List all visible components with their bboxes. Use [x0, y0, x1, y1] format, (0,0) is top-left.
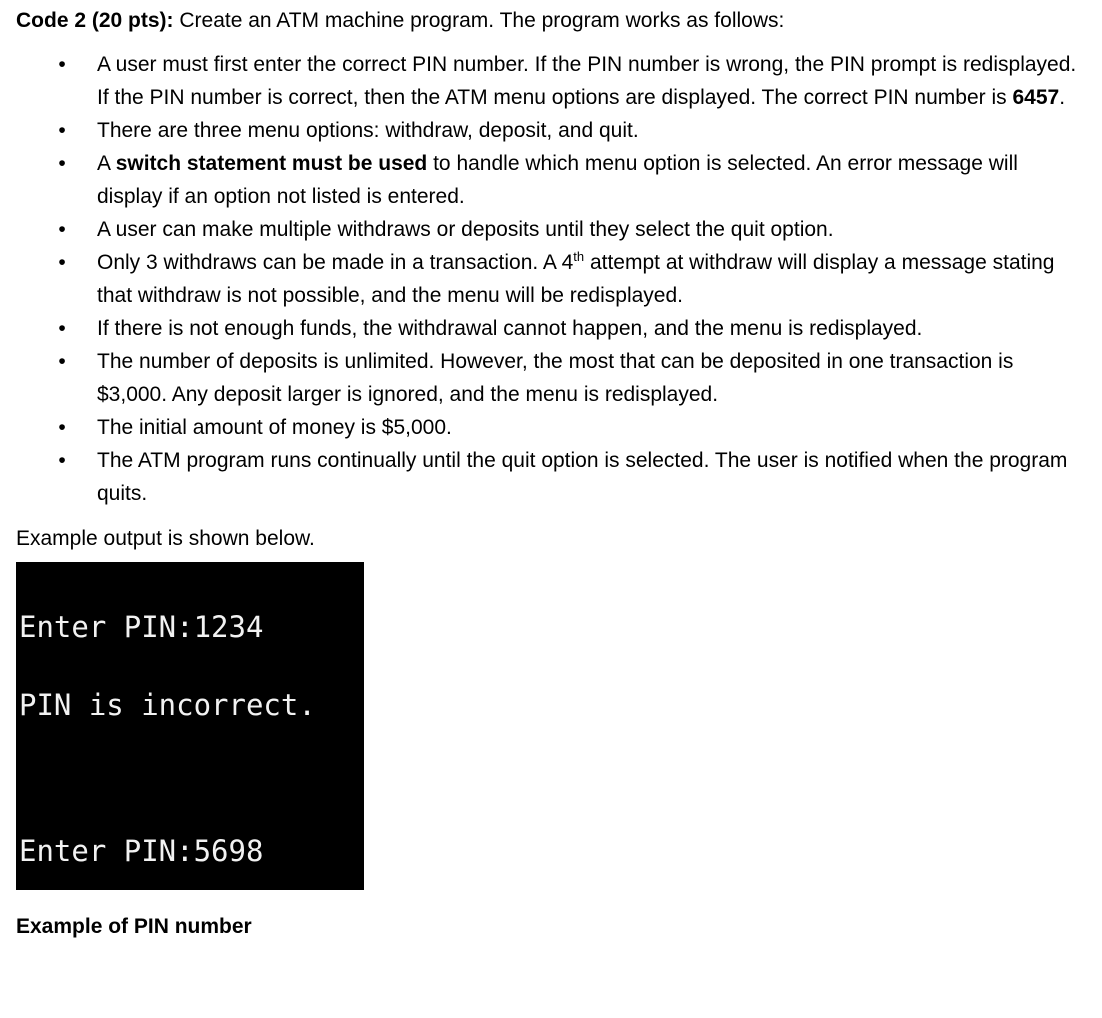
bullet-icon: • [58, 218, 66, 241]
requirements-list [16, 48, 1086, 510]
console-line: Enter PIN:1234 [19, 610, 264, 644]
pin-value: 6457 [1012, 86, 1060, 109]
requirement-text: to handle which menu option is selected. An error message will display if an option not listed is entered. [97, 152, 1018, 208]
console-output-screenshot [16, 562, 364, 890]
heading-label: Code 2 (20 pts): [16, 9, 174, 32]
requirement-text: A [97, 152, 116, 175]
requirement-item [16, 48, 1086, 114]
bullet-icon: • [58, 416, 66, 439]
requirement-text: A user can make multiple withdraws or deposits until they select the quit option. [97, 218, 834, 241]
requirement-item [16, 312, 1086, 345]
bullet-icon: • [58, 152, 66, 175]
requirement-item [16, 246, 1086, 312]
document-page [16, 6, 1086, 942]
bullet-icon: • [58, 449, 66, 472]
requirement-text: attempt at withdraw will display a message stating that withdraw is not possible, and the menu will be redisplayed. [97, 251, 1055, 307]
requirement-text: There are three menu options: withdraw, deposit, and quit. [97, 119, 639, 142]
bullet-icon: • [58, 317, 66, 340]
figure-caption: Example of PIN number [16, 915, 252, 938]
requirement-item [16, 411, 1086, 444]
heading-text: Create an ATM machine program. The program works as follows: [173, 9, 785, 32]
console-spacer [19, 770, 364, 786]
requirement-text: The ATM program runs continually until the quit option is selected. The user is notified when the program quits. [97, 449, 1068, 505]
requirement-emphasis: switch statement must be used [115, 152, 428, 175]
bullet-icon: • [58, 350, 66, 373]
requirement-item [16, 345, 1086, 411]
ordinal-suffix: th [573, 249, 585, 264]
console-line: Enter PIN:5698 [19, 834, 264, 868]
requirement-text: . [1059, 86, 1066, 109]
requirement-text: The initial amount of money is $5,000. [97, 416, 452, 439]
requirement-text: If there is not enough funds, the withdrawal cannot happen, and the menu is redisplayed. [97, 317, 923, 340]
example-intro: Example output is shown below. [16, 527, 315, 550]
console-line: PIN is incorrect. [19, 688, 316, 722]
requirement-text: The number of deposits is unlimited. However, the most that can be deposited in one transaction is $3,000. Any deposit larger is ignored, and the menu is redisplayed. [97, 350, 1014, 406]
bullet-icon: • [58, 251, 66, 274]
bullet-icon: • [58, 119, 66, 142]
requirement-text: Only 3 withdraws can be made in a transaction. A 4 [97, 251, 574, 274]
requirement-item [16, 444, 1086, 510]
bullet-icon: • [58, 53, 66, 76]
requirement-item [16, 114, 1086, 147]
requirement-item [16, 147, 1086, 213]
requirement-item [16, 213, 1086, 246]
assignment-heading [16, 6, 1086, 36]
requirement-text: A user must first enter the correct PIN number. If the PIN number is wrong, the PIN prompt is redisplayed. If the PIN number is correct, then the ATM menu options are displayed. The correct PIN number is [97, 53, 1077, 109]
